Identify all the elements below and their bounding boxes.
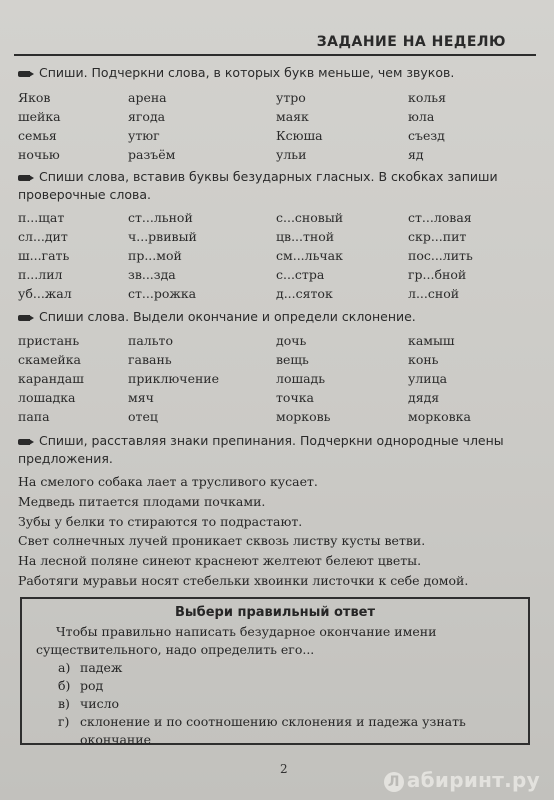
word: карандаш — [18, 371, 84, 386]
word: мяч — [128, 390, 154, 405]
word: пос...лить — [408, 248, 473, 263]
word: ч...рвивый — [128, 229, 197, 244]
option-letter: в) — [58, 696, 70, 711]
word: цв...тной — [276, 229, 335, 244]
word-row — [18, 248, 518, 267]
word: яд — [408, 147, 424, 162]
word: морковка — [408, 409, 471, 424]
sentence: Свет солнечных лучей проникает сквозь листву кусты ветви. — [18, 533, 426, 549]
word: гр...бной — [408, 267, 467, 282]
word: гавань — [128, 352, 172, 367]
word: п...лил — [18, 267, 63, 282]
word: дядя — [408, 390, 440, 405]
task4-sentences — [18, 472, 544, 591]
word: приключение — [128, 371, 220, 386]
quiz-box — [20, 597, 530, 745]
word-row — [18, 409, 518, 428]
sentence: На смелого собака лает а трусливого кусает. — [18, 474, 318, 489]
word-row — [18, 371, 518, 390]
word: п...щат — [18, 210, 65, 225]
task1-word-grid — [18, 90, 518, 166]
word: см...льчак — [276, 248, 343, 263]
sentence: Работяги муравьи носят стебельки хвоинки листочки к себе домой. — [18, 572, 469, 588]
word: ягода — [128, 109, 166, 124]
word: точка — [276, 390, 314, 405]
word: д...сяток — [276, 286, 333, 301]
quiz-options — [58, 659, 516, 749]
word: ульи — [276, 147, 307, 162]
quiz-question: Чтобы правильно написать безударное окончание имени существительного, надо определить его... — [36, 624, 437, 657]
word: камыш — [408, 333, 455, 348]
task2-word-grid — [18, 210, 518, 305]
word: лошадь — [276, 371, 326, 386]
word: папа — [18, 409, 50, 424]
quiz-option[interactable] — [58, 677, 516, 695]
word-row — [18, 229, 518, 248]
word: пристань — [18, 333, 80, 348]
task1-instruction: Спиши. Подчеркни слова, в которых букв меньше, чем звуков. — [18, 64, 538, 82]
word: с...сновый — [276, 210, 344, 225]
option-letter: г) — [58, 714, 70, 729]
word: шейка — [18, 109, 61, 124]
word: скамейка — [18, 352, 81, 367]
task4-instruction: Спиши, расставляя знаки препинания. Подчеркни однородные члены предложения. — [18, 433, 504, 466]
sentence: Медведь питается плодами почками. — [18, 493, 266, 509]
word: пр...мой — [128, 248, 182, 263]
option-text: число — [80, 696, 120, 711]
quiz-option[interactable] — [58, 695, 516, 713]
word: ст...ловая — [408, 210, 472, 225]
word-row — [18, 390, 518, 409]
word: с...стра — [276, 267, 325, 282]
word: отец — [128, 409, 158, 424]
watermark-text: абиринт.ру — [406, 768, 540, 792]
quiz-option[interactable] — [58, 659, 516, 677]
word-row — [18, 90, 518, 109]
labirint-logo-icon: Л — [384, 772, 404, 792]
word: скр...пит — [408, 229, 467, 244]
word-row — [18, 109, 518, 128]
task3-instruction: Спиши слова. Выдели окончание и определи склонение. — [18, 308, 538, 326]
word: съезд — [408, 128, 445, 143]
quiz-title: Выбери правильный ответ — [174, 605, 376, 620]
word: уб...жал — [18, 286, 72, 301]
page-number: 2 — [280, 762, 288, 776]
word: разъём — [128, 147, 176, 162]
word: ст...льной — [128, 210, 193, 225]
word-row — [18, 147, 518, 166]
word-row — [18, 267, 518, 286]
word: колья — [408, 90, 446, 105]
page-title: ЗАДАНИЕ НА НЕДЕЛЮ — [316, 34, 506, 50]
pencil-icon — [18, 438, 34, 446]
word: утюг — [128, 128, 160, 143]
word: зв...зда — [128, 267, 176, 282]
word: морковь — [276, 409, 331, 424]
word: арена — [128, 90, 167, 105]
word: маяк — [276, 109, 309, 124]
word-row — [18, 128, 518, 147]
pencil-icon — [18, 70, 34, 78]
pencil-icon — [18, 314, 34, 322]
option-text: род — [80, 678, 104, 693]
word: семья — [18, 128, 57, 143]
word-row — [18, 352, 518, 371]
sentence: Зубы у белки то стираются то подрастают. — [18, 513, 303, 529]
word: дочь — [276, 333, 307, 348]
word-row — [18, 210, 518, 229]
word: л...сной — [408, 286, 460, 301]
word: Ксюша — [276, 128, 323, 143]
page-header — [14, 30, 536, 56]
word: лошадка — [18, 390, 76, 405]
word-row — [18, 333, 518, 352]
sentence: На лесной поляне синеют краснеют желтеют белеют цветы. — [18, 553, 422, 569]
word: пальто — [128, 333, 173, 348]
word-row — [18, 286, 518, 305]
option-letter: б) — [58, 678, 71, 693]
task2-instruction: Спиши слова, вставив буквы безударных гласных. В скобках запиши проверочные слова. — [18, 169, 498, 202]
word: сл...дит — [18, 229, 68, 244]
task3-word-grid — [18, 333, 518, 428]
word: ночью — [18, 147, 60, 162]
word: ш...гать — [18, 248, 70, 263]
word: ст...рожка — [128, 286, 197, 301]
word: юла — [408, 109, 435, 124]
option-letter: а) — [58, 660, 71, 675]
word: утро — [276, 90, 306, 105]
quiz-option[interactable] — [58, 713, 516, 749]
pencil-icon — [18, 174, 34, 182]
option-text: склонение и по соотношению склонения и падежа узнать окончание — [80, 714, 466, 747]
word: конь — [408, 352, 439, 367]
watermark — [384, 768, 540, 792]
option-text: падеж — [80, 660, 123, 675]
word: Яков — [18, 90, 51, 105]
word: вещь — [276, 352, 309, 367]
word: улица — [408, 371, 448, 386]
